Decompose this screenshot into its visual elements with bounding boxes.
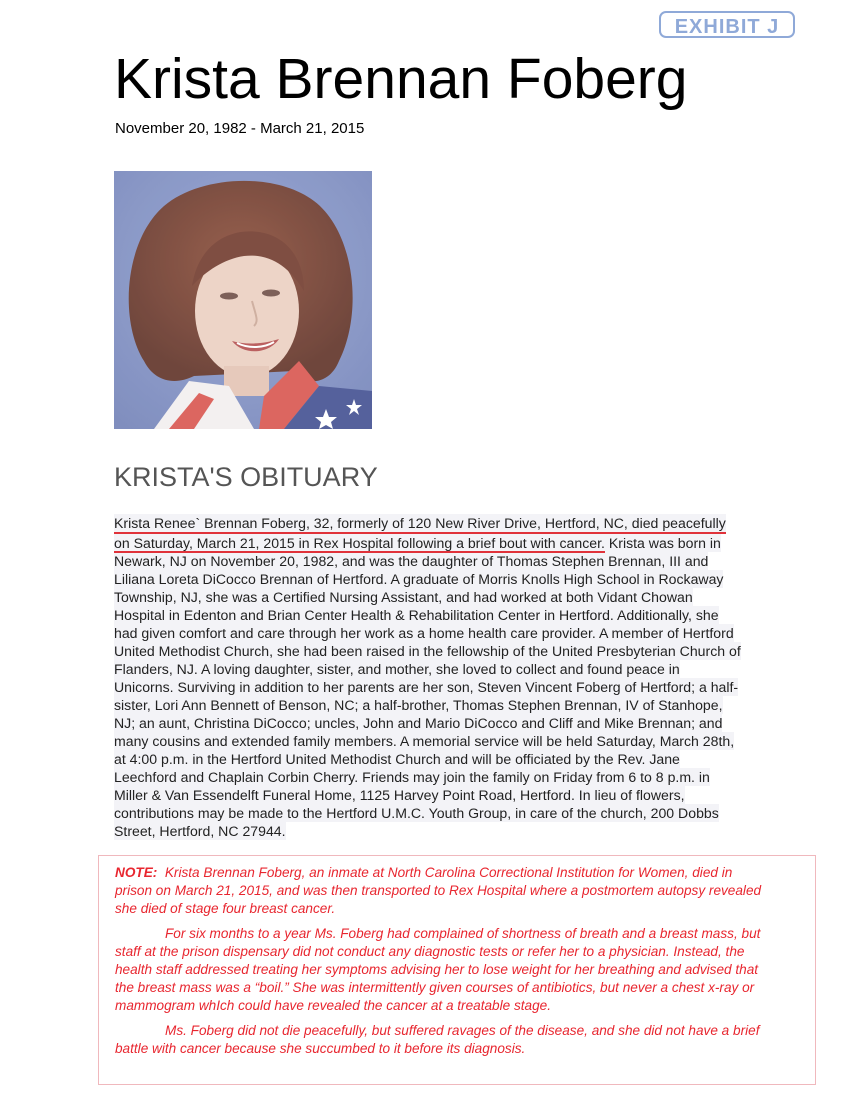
obituary-line: Leechford and Chaplain Corbin Cherry. Friends may join the family on Friday from 6 to 8 p.m. in (114, 769, 710, 785)
note-text (115, 864, 805, 1062)
note-line: For six months to a year Ms. Foberg had complained of shortness of breath and a breast mass, but (165, 925, 761, 941)
note-paragraph-3 (115, 1022, 805, 1058)
obituary-line: Newark, NJ on November 20, 1982, and was the daughter of Thomas Stephen Brennan, III and (114, 553, 709, 569)
note-line (115, 864, 805, 882)
obituary-line: NJ; an aunt, Christina DiCocco; uncles, John and Mario DiCocco and Cliff and Mike Brennan; and (114, 715, 723, 731)
note-line: she died of stage four breast cancer. (115, 901, 336, 917)
portrait-photo-icon (114, 171, 372, 429)
obituary-line (114, 534, 721, 552)
obituary-line: Street, Hertford, NC 27944. (114, 823, 286, 839)
deceased-name-title: Krista Brennan Foberg (114, 47, 688, 111)
note-line-text: Krista Brennan Foberg, an inmate at North Carolina Correctional Institution for Women, died in (157, 865, 733, 880)
obituary-line-tail: Krista was born in (604, 535, 721, 551)
obituary-line: Flanders, NJ. A loving daughter, sister, and mother, she loved to collect and found peace in (114, 661, 680, 677)
obituary-line-underlined: Krista Renee` Brennan Foberg, 32, formerly of 120 New River Drive, Hertford, NC, died peacefully (114, 514, 726, 534)
obituary-line: sister, Lori Ann Bennett of Benson, NC; a half-brother, Thomas Stephen Brennan, IV of Stanhope, (114, 697, 723, 713)
obituary-line: United Methodist Church, she had been raised in the fellowship of the United Presbyterian Church of (114, 643, 741, 659)
exhibit-stamp: EXHIBIT J (659, 11, 795, 38)
obituary-underlined-phrase: on Saturday, March 21, 2015 in Rex Hospital following a brief bout with cancer. (114, 535, 605, 551)
note-line: mammogram whIch could have revealed the cancer at a treatable stage. (115, 998, 551, 1014)
note-paragraph-1 (115, 864, 805, 919)
obituary-line: Hospital in Edenton and Brian Center Health & Rehabilitation Center in Hertford. Additionally, she (114, 607, 719, 623)
obituary-line: contributions may be made to the Hertford U.M.C. Youth Group, in care of the church, 200 Dobbs (114, 805, 719, 821)
note-line: prison on March 21, 2015, and was then transported to Rex Hospital where a postmortem autopsy revealed (115, 883, 762, 899)
obituary-line: at 4:00 p.m. in the Hertford United Methodist Church and will be officiated by the Rev. Jane (114, 751, 680, 767)
note-paragraph-2 (115, 925, 805, 1016)
obituary-line: Township, NJ, she was a Certified Nursing Assistant, and had worked at both Vidant Chowan (114, 589, 693, 605)
obituary-body (114, 514, 774, 840)
note-line: staff at the prison dispensary did not conduct any diagnostic tests or refer her to a physician. Instead, the (115, 943, 745, 959)
note-line: health staff addressed treating her symptoms advising her to lose weight for her breathing and advised that (115, 962, 759, 978)
note-label: NOTE: (115, 865, 158, 880)
obituary-line: Unicorns. Surviving in addition to her parents are her son, Steven Vincent Foberg of Hertford; a half- (114, 679, 739, 695)
note-line: battle with cancer because she succumbed to it before its diagnosis. (115, 1040, 526, 1056)
note-line: the breast mass was a “boil.” She was intermittently given courses of antibiotics, but never a chest x-ray or (115, 980, 755, 996)
obituary-line: many cousins and extended family members. A memorial service will be held Saturday, March 28th, (114, 733, 735, 749)
life-dates: November 20, 1982 - March 21, 2015 (115, 120, 365, 137)
note-line: Ms. Foberg did not die peacefully, but suffered ravages of the disease, and she did not have a brief (165, 1022, 760, 1038)
obituary-line: Liliana Loreta DiCocco Brennan of Hertford. A graduate of Morris Knolls High School in Rockaway (114, 571, 724, 587)
obituary-line: Miller & Van Essendelft Funeral Home, 1125 Harvey Point Road, Hertford. In lieu of flowers, (114, 787, 685, 803)
portrait-photo (114, 171, 372, 429)
obituary-heading: KRISTA'S OBITUARY (114, 462, 378, 492)
obituary-line: had given comfort and care through her work as a home health care provider. A member of Hertford (114, 625, 734, 641)
